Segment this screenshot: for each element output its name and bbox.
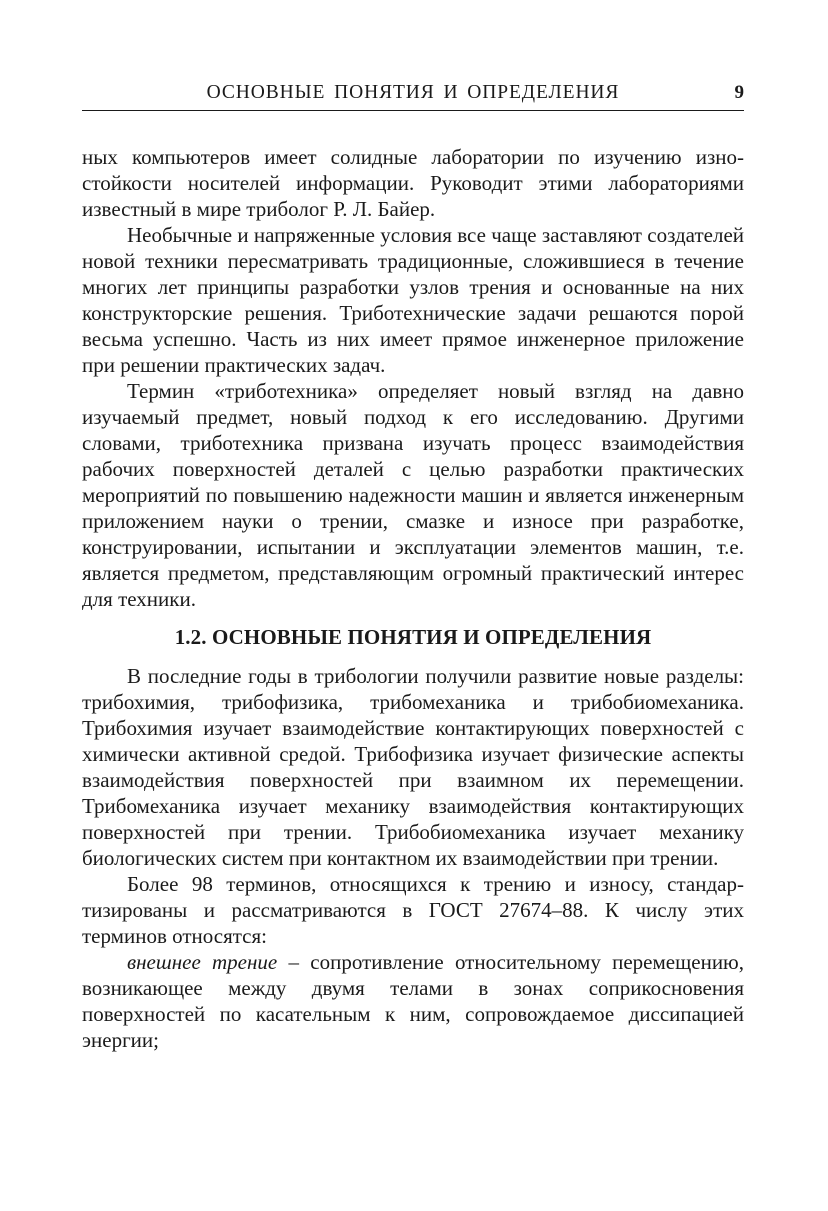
- section-heading: 1.2. ОСНОВНЫЕ ПОНЯТИЯ И ОПРЕДЕЛЕНИЯ: [174, 625, 652, 649]
- page-number: 9: [734, 82, 744, 103]
- definition-term: внешнее трение: [127, 950, 278, 974]
- running-header-title: ОСНОВНЫЕ ПОНЯТИЯ И ОПРЕДЕЛЕНИЯ: [206, 82, 620, 103]
- paragraph-conditions: Необычные и напряженные условия все чаще заставляют создателей новой техники пересматривать традиционные, сложившиеся в течение многих лет принципы разработки узлов трения и основанные на них конструкторские решения. Триботехнические задачи решаются порой весьма успешно. Часть из них имеет прямое инженерное приложение при решении практических задач.: [82, 223, 744, 377]
- definition-text: – сопротивление относительному перемещению, возникающее между двумя телами в зонах соприкосновения поверхностей по касательным к ним, сопровождаемое диссипацией энергии;: [82, 950, 744, 1052]
- paragraph-new-branches: В последние годы в трибологии получили развитие новые разделы: трибохимия, трибофизика, трибомеханика и трибобиомеханика. Трибохимия изучает взаимодействие контактирующих поверхностей с химически активной средой. Трибофизика изучает физические аспекты взаимодействия поверхностей при взаимном их перемещении. Трибомеханика изучает механику взаимодействия контактирующих поверхностей при трении. Трибобиомеханика изучает механику биологических систем при контактном их взаимодействии при трении.: [82, 664, 744, 870]
- body-text: [82, 144, 744, 1053]
- paragraph-gost-terms: Более 98 терминов, относящихся к трению и износу, стандартизированы и рассматриваются в ГОСТ 27674–88. К числу этих терминов относятся:: [82, 872, 744, 948]
- running-header: [82, 80, 744, 111]
- paragraph-tribotechnics-term: Термин «триботехника» определяет новый взгляд на давно изучаемый предмет, новый подход к его исследованию. Другими словами, триботехника призвана изучать процесс взаимодействия рабочих поверхностей деталей с целью разработки практических мероприятий по повышению надежности машин и является инженерным приложением науки о трении, смазке и износе при разработке, конструировании, испытании и эксплуатации элементов машин, т.е. является предметом, представляющим огромный практический интерес для техники.: [82, 379, 744, 611]
- paragraph-continuation: ных компьютеров имеет солидные лаборатории по изучению изностойкости носителей информации. Руководит этими лабораториями известный в мире триболог Р. Л. Байер.: [82, 145, 744, 221]
- definition-external-friction: [82, 949, 744, 1053]
